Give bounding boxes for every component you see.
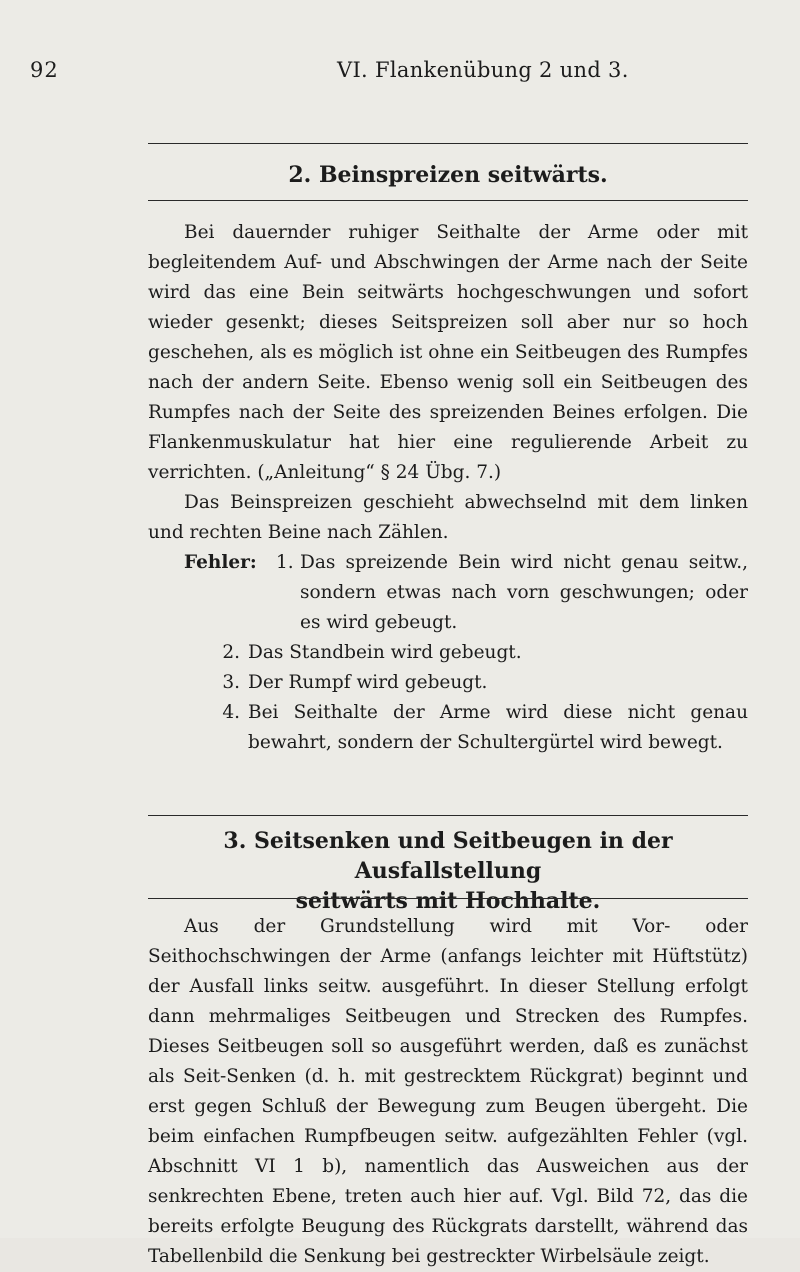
- section-2-body: [148, 218, 748, 758]
- rule-top-section2: [148, 143, 748, 144]
- section-2: [148, 160, 748, 190]
- error-text: Das Standbein wird gebeugt.: [248, 642, 522, 663]
- error-number: 4.: [222, 702, 240, 723]
- error-text: Das spreizende Bein wird nicht genau seitw., sondern etwas nach vorn geschwungen; oder es wird gebeugt.: [300, 552, 748, 633]
- running-title: VI. Flankenübung 2 und 3.: [337, 58, 629, 82]
- error-number: 1.: [276, 552, 294, 573]
- error-text: Der Rumpf wird gebeugt.: [248, 672, 488, 693]
- list-item: [148, 548, 748, 638]
- section-2-paragraph-1: Bei dauernder ruhiger Seithalte der Arme oder mit begleitendem Auf- und Abschwingen der Arme nach der Seite wird das eine Bein seitwärts hochgeschwungen und sofort wieder gesenkt; dieses Seitspreizen soll aber nur so hoch geschehen, als es möglich ist ohne ein Seitbeugen des Rumpfes nach der andern Seite. Ebenso wenig soll ein Seitbeugen des Rumpfes nach der Seite des spreizenden Beines erfolgen. Die Flankenmuskulatur hat hier eine regulierende Arbeit zu verrichten. („Anleitung“ § 24 Übg. 7.): [148, 222, 748, 483]
- section-2-title: 2. Beinspreizen seitwärts.: [288, 162, 608, 188]
- section-3-body: [148, 912, 748, 1272]
- section-2-paragraph-2: Das Beinspreizen geschieht abwechselnd mit dem linken und rechten Beine nach Zählen.: [148, 492, 748, 543]
- page-number: 92: [30, 58, 59, 82]
- error-number: 2.: [222, 642, 240, 663]
- running-head: [30, 58, 708, 98]
- section-3-title-line1: 3. Seitsenken und Seitbeugen in der Ausfallstellung: [223, 828, 673, 884]
- list-item: [148, 698, 748, 758]
- errors-list: [148, 548, 748, 758]
- list-item: [148, 668, 748, 698]
- section-3-title-line2: seitwärts mit Hochhalte.: [295, 888, 601, 914]
- rule-bottom-section3: [148, 898, 748, 899]
- rule-bottom-section2: [148, 200, 748, 201]
- error-text: Bei Seithalte der Arme wird diese nicht genau bewahrt, sondern der Schultergürtel wird bewegt.: [248, 702, 748, 753]
- errors-label: Fehler:: [184, 552, 257, 573]
- section-3-heading: [148, 826, 748, 916]
- error-number: 3.: [222, 672, 240, 693]
- rule-top-section3: [148, 815, 748, 816]
- section-3-paragraph: Aus der Grundstellung wird mit Vor- oder Seithochschwingen der Arme (anfangs leichter mit Hüftstütz) der Ausfall links seitw. ausgeführt. In dieser Stellung erfolgt dann mehrmaliges Seitbeugen und Strecken des Rumpfes. Dieses Seitbeugen soll so ausgeführt werden, daß es zunächst als Seit-Senken (d. h. mit gestrecktem Rückgrat) beginnt und erst gegen Schluß der Bewegung zum Beugen übergeht. Die beim einfachen Rumpfbeugen seitw. aufgezählten Fehler (vgl. Abschnitt VI 1 b), namentlich das Ausweichen aus der senkrechten Ebene, treten auch hier auf. Vgl. Bild 72, das die bereits erfolgte Beugung des Rückgrats darstellt, während das Tabellenbild die Senkung bei gestreckter Wirbelsäule zeigt.: [148, 916, 748, 1267]
- list-item: [148, 638, 748, 668]
